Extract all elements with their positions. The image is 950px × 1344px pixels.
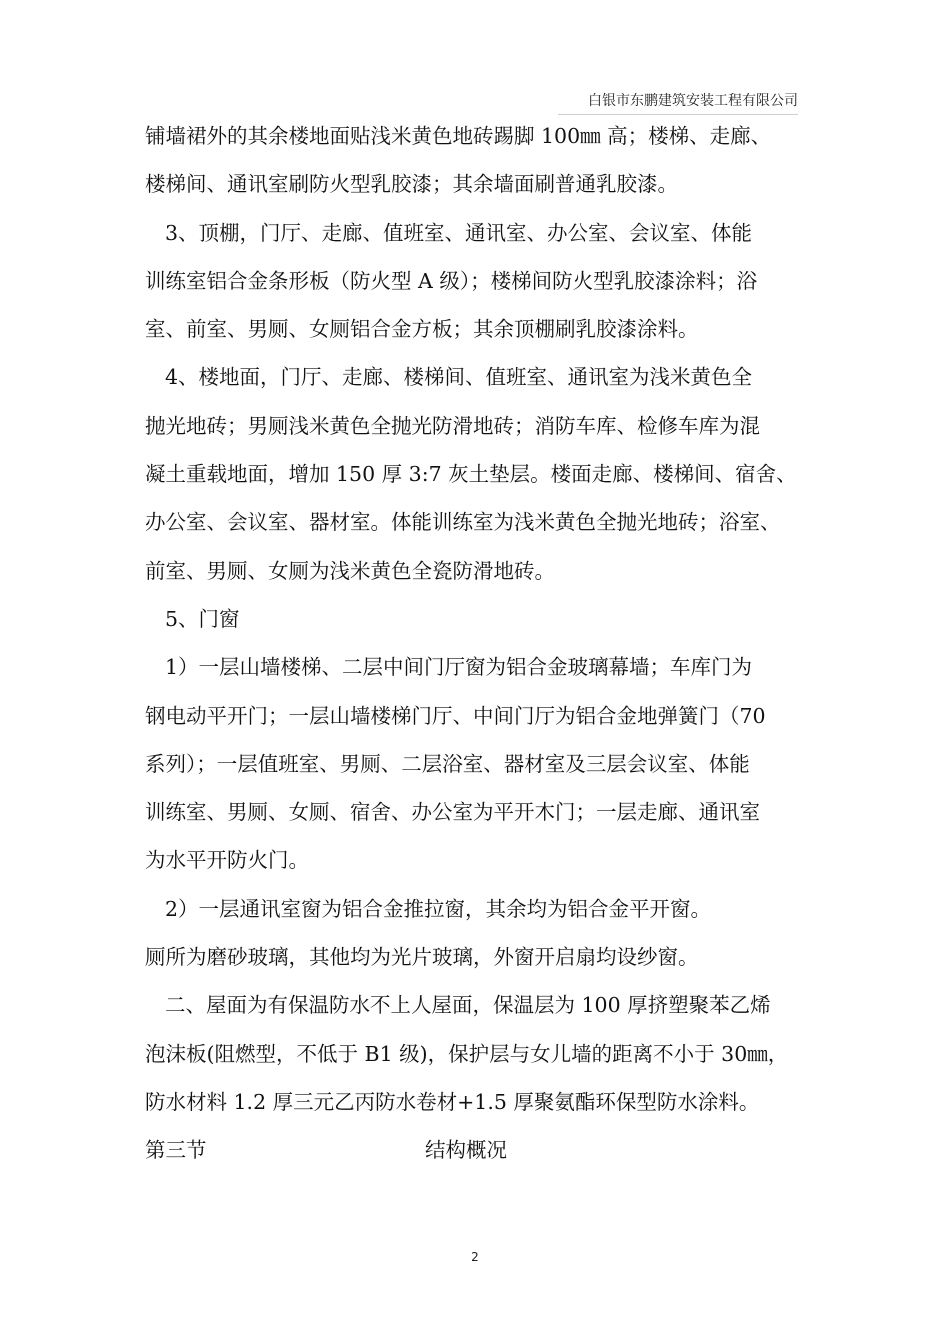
paragraph-line: 4、楼地面，门厅、走廊、楼梯间、值班室、通讯室为浅米黄色全: [165, 365, 753, 390]
section-number: 第三节: [145, 1138, 207, 1163]
paragraph-line: 防水材料 1.2 厚三元乙丙防水卷材+1.5 厚聚氨酯环保型防水涂料。: [145, 1089, 760, 1114]
page-header-company: 白银市东鹏建筑安装工程有限公司: [558, 90, 798, 115]
paragraph-line: 室、前室、男厕、女厕铝合金方板；其余顶棚刷乳胶漆涂料。: [145, 317, 699, 342]
paragraph-line: 训练室、男厕、女厕、宿舍、办公室为平开木门；一层走廊、通讯室: [145, 800, 760, 825]
paragraph-line: 铺墙裙外的其余楼地面贴浅米黄色地砖踢脚 100㎜ 高；楼梯、走廊、: [145, 124, 772, 148]
paragraph-line: 钢电动平开门；一层山墙楼梯门厅、中间门厅为铝合金地弹簧门（70: [145, 703, 766, 728]
paragraph-line: 泡沫板(阻燃型，不低于 B1 级)，保护层与女儿墙的距离不小于 30㎜，: [145, 1041, 789, 1066]
paragraph-line: 3、顶棚，门厅、走廊、值班室、通讯室、办公室、会议室、体能: [165, 220, 753, 245]
document-body: [145, 112, 810, 1175]
paragraph-line: 凝土重载地面，增加 150 厚 3:7 灰土垫层。楼面走廊、楼梯间、宿舍、: [145, 462, 797, 487]
paragraph-line: 为水平开防火门。: [145, 848, 309, 873]
paragraph-line: 5、门窗: [165, 606, 240, 631]
paragraph-line: 楼梯间、通讯室刷防火型乳胶漆；其余墙面刷普通乳胶漆。: [145, 172, 678, 197]
paragraph-line: 训练室铝合金条形板（防火型 A 级）；楼梯间防火型乳胶漆涂料；浴: [145, 268, 758, 293]
paragraph-line: 系列）；一层值班室、男厕、二层浴室、器材室及三层会议室、体能: [145, 751, 750, 776]
paragraph-line: 抛光地砖；男厕浅米黄色全抛光防滑地砖；消防车库、检修车库为混: [145, 413, 760, 438]
paragraph-line: 2）一层通讯室窗为铝合金推拉窗，其余均为铝合金平开窗。: [165, 896, 712, 921]
paragraph-line: 前室、男厕、女厕为浅米黄色全瓷防滑地砖。: [145, 558, 555, 583]
paragraph-line: 1）一层山墙楼梯、二层中间门厅窗为铝合金玻璃幕墙；车库门为: [165, 655, 753, 680]
section-heading: [145, 1126, 810, 1174]
paragraph-line: 二、屋面为有保温防水不上人屋面，保温层为 100 厚挤塑聚苯乙烯: [165, 993, 771, 1018]
page-number: 2: [471, 1250, 479, 1264]
paragraph-line: 厕所为磨砂玻璃，其他均为光片玻璃，外窗开启扇均设纱窗。: [145, 945, 699, 970]
section-name: 结构概况: [425, 1138, 507, 1163]
paragraph-line: 办公室、会议室、器材室。体能训练室为浅米黄色全抛光地砖；浴室、: [145, 510, 781, 535]
